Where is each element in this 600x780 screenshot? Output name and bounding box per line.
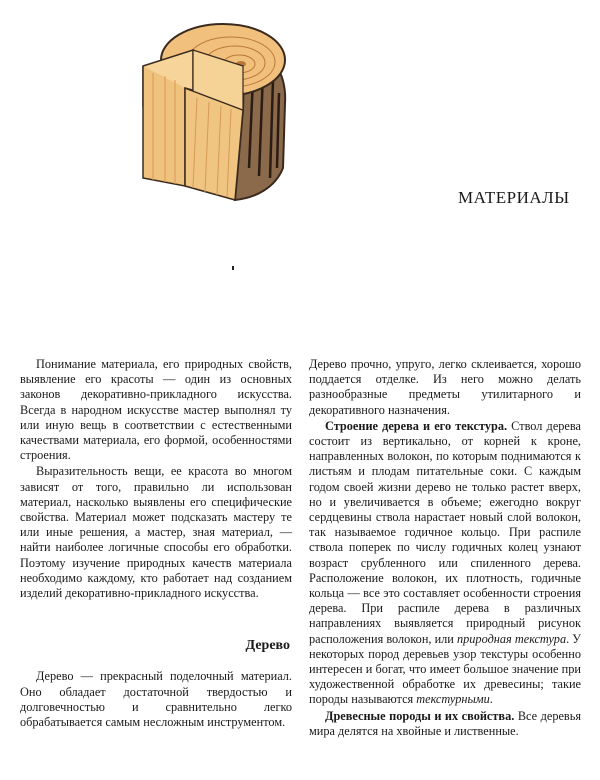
section-heading-wood: Дерево bbox=[245, 638, 290, 654]
paragraph-wood-structure bbox=[309, 419, 581, 708]
paragraph-wood-intro: Дерево — прекрасный поделочный материал. Оно обладает достаточной твердостью и долговечностью и сравнительно легко обрабатывается самым несложным инструментом. bbox=[20, 669, 292, 730]
chapter-title: МАТЕРИАЛЫ bbox=[458, 188, 570, 207]
paragraph-wood-species bbox=[309, 709, 581, 739]
wood-log-illustration bbox=[125, 18, 295, 203]
text-segment: . У некоторых пород деревьев узор текстуры особенно интересен и богат, что имеет большое значение при художественной обработке их древесины; такие породы называются bbox=[309, 631, 581, 707]
paragraph-wood-properties: Дерево прочно, упруго, легко склеивается, хорошо поддается отделке. Из него можно делать разнообразные предметы утилитарного и декоративного назначения. bbox=[309, 357, 581, 417]
text-segment: . bbox=[489, 692, 493, 707]
term-textured: текстурными bbox=[416, 692, 490, 707]
wood-log-cross-section-icon bbox=[125, 18, 295, 203]
text-column-right bbox=[309, 357, 581, 739]
print-speck bbox=[232, 266, 234, 270]
text-column-left bbox=[20, 357, 292, 730]
text-segment: Все деревья мира делятся на хвойные и лиственные. bbox=[309, 708, 581, 738]
paragraph-intro: Понимание материала, его природных свойств, выявление его красоты — один из основных законов декоративно-прикладного искусства. Всегда в народном искусстве мастер выполнял ту или иную вещь в соответствии с естественными качествами материала, его формой, особенностями строения. bbox=[20, 357, 292, 463]
run-in-heading-species: Древесные породы и их свойства. bbox=[325, 708, 515, 723]
text-segment: Ствол дерева состоит из вертикально, от корней к кроне, направленных волокон, по которым поднимаются к листьям и плодам питательные соки. С каждым годом своей жизни дерево не только растет вверх, но и увеличивается в объеме; ежегодно вокруг сердцевины ствола нарастает новый слой волокон, так называемое годичное кольцо. При распиле ствола поперек по числу годичных колец узнают возраст срубленного или спиленного дерева. Расположение волокон, их плотность, годичные кольца — все это составляет особенности строения дерева. При распиле дерева в различных направлениях выявляется природный рисунок расположения волокон, или bbox=[309, 418, 581, 646]
term-natural-texture: природная текстура bbox=[456, 631, 567, 646]
paragraph-expressiveness: Выразительность вещи, ее красота во многом зависят от того, правильно ли использован материал, насколько выявлены его специфические свойства. Материал может подсказать мастеру те или иные решения, а мастер, зная материал, — найти наиболее логичные способы его обработки. Поэтому изучение природных качеств материала необходимо каждому, кто работает над созданием изделий декоративно-прикладного искусства. bbox=[20, 464, 292, 601]
run-in-heading-structure: Строение дерева и его текстура. bbox=[325, 418, 508, 433]
